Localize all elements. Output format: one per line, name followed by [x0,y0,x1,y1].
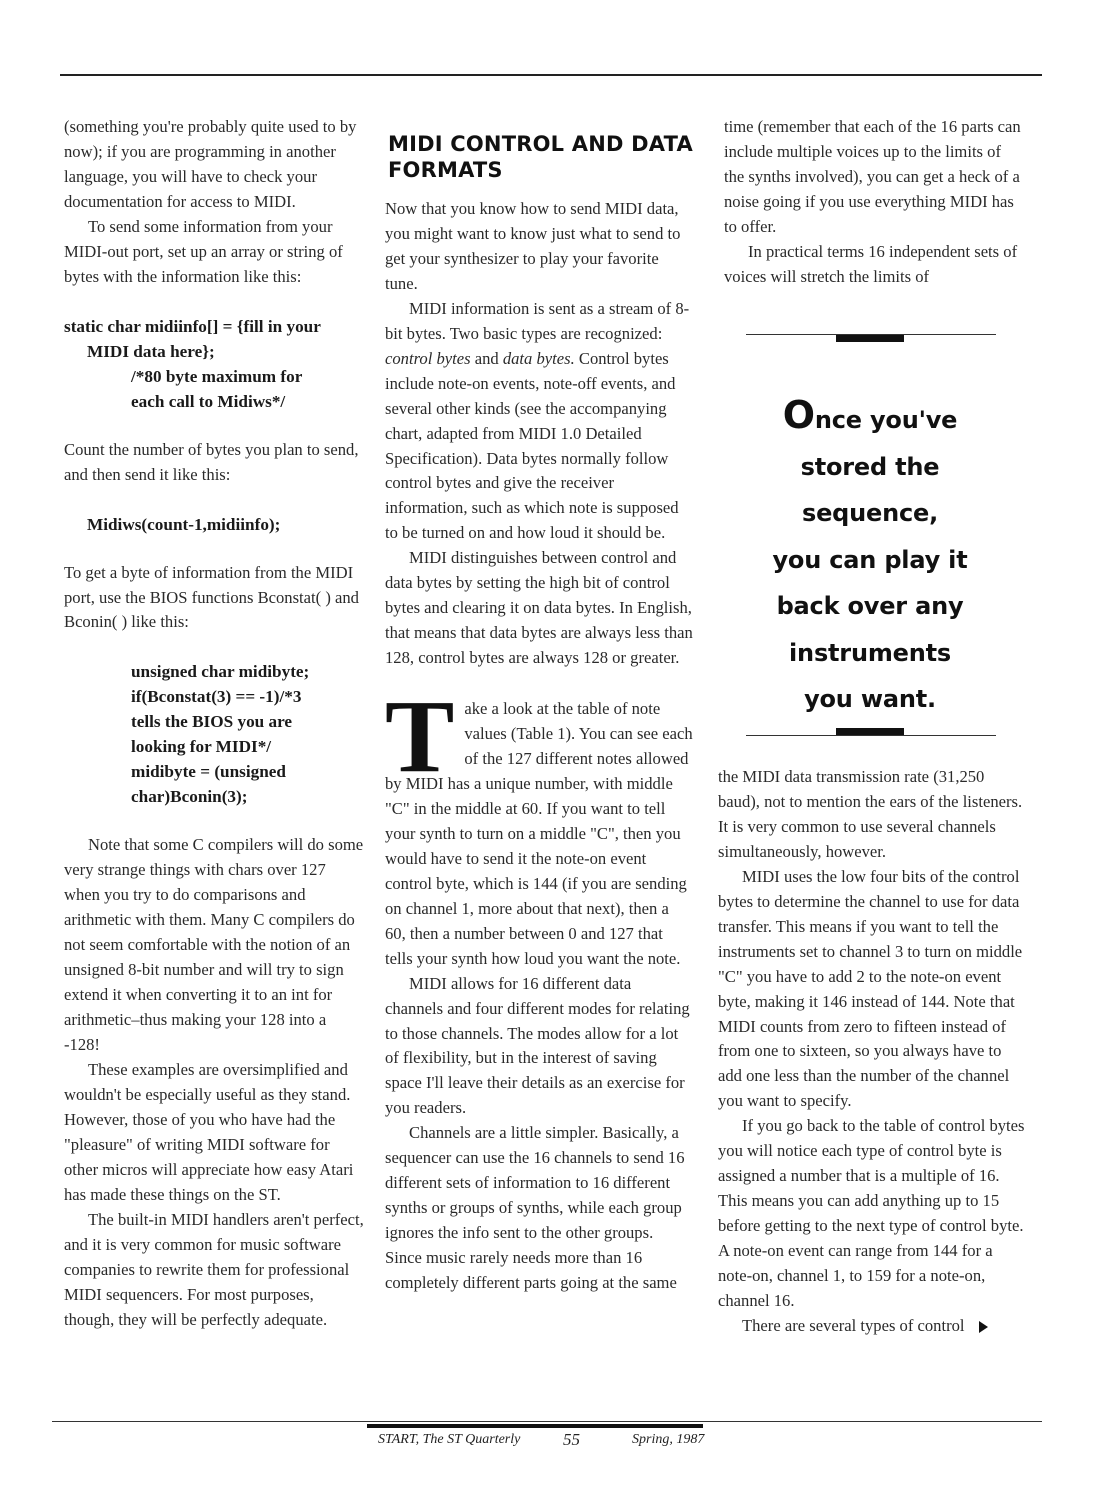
code-block-bconin [64,659,364,809]
pull-quote-text [740,392,1000,723]
continue-arrow-icon [979,1321,988,1333]
col1-paragraph-3: Count the number of bytes you plan to send, and then send it like this: [64,439,359,484]
emphasis-control-bytes: control bytes [385,348,471,368]
pull-quote-line: stored the sequence, [800,452,940,527]
col1-paragraph-7: The built-in MIDI handlers aren't perfect, and it is very common for music software companies to rewrite them for professional MIDI sequencers. For most purposes, though, they will be perfectly adequate. [64,1209,364,1329]
bottom-rule [52,1421,1042,1422]
spacer [64,414,364,438]
col3-paragraph-6 [718,1314,1028,1339]
code-line: MIDI data here}; [87,341,215,361]
pull-quote [740,330,1000,740]
code-line: /*80 byte maximum for [131,366,303,386]
drop-cap: T [385,679,455,795]
code-line: unsigned char midibyte; [131,662,310,682]
pull-quote-bottom-rule [746,735,996,736]
col2-paragraph-1: Now that you know how to send MIDI data, you might want to know just what to send to get your synthesizer to play your favorite tune. [385,199,681,293]
col1-paragraph-4: To get a byte of information from the MIDI port, use the BIOS functions Bconstat( ) and Bconin( ) like this: [64,562,359,632]
pull-quote-top-tab [836,335,904,342]
pull-quote-bottom-tab [836,728,904,735]
top-rule [60,74,1042,76]
code-line: each call to Midiws*/ [131,391,286,411]
pull-quote-line [740,392,1000,444]
text-run: and [470,348,503,368]
page-number: 55 [563,1430,580,1449]
col3-paragraph-2: In practical terms 16 independent sets of voices will stretch the limits of [724,241,1018,286]
col2-paragraph-6: Channels are a little simpler. Basically, a sequencer can use the 16 channels to send 16 different sets of information to 16 different synths or groups of synths, while each group ignores the info sent to the other groups. Since music rarely needs more than 16 completely different parts going at the same [385,1123,685,1293]
col1-paragraph-2: To send some information from your MIDI-out port, set up an array or string of bytes with the information like this: [64,216,343,286]
pull-quote-line: instruments [789,638,951,667]
code-line: static char midiinfo[] = {fill in your [64,316,321,336]
text-run: There are several types of control [742,1315,965,1335]
spacer [64,537,364,561]
col1-paragraph-5: Note that some C compilers will do some very strange things with chars over 127 when you try to do comparisons and arithmetic with them. Many C compilers do not seem comfortable with the notion of an unsigned 8-bit number and will try to sign extend it when converting it to an int for arithmetic–thus making your 128 into a -128! [64,835,364,1055]
footer-bar [367,1424,703,1428]
column-2 [385,115,693,1296]
spacer [64,809,364,833]
code-line: Midiws(count-1,midiinfo); [87,514,281,534]
code-line: tells the BIOS you are [131,712,293,732]
dropcap-paragraph [385,679,693,971]
text-run: MIDI information is sent as a stream of 8-bit bytes. Two basic types are recognized: [385,298,690,343]
col3-paragraph-1: time (remember that each of the 16 parts can include multiple voices up to the limits of the synths involved), you can get a heck of a noise going if you use everything MIDI has to offer. [724,117,1021,236]
code-line: if(Bconstat(3) == -1)/*3 [131,687,302,707]
column-1 [64,115,364,1333]
code-block-midiinfo [64,314,364,414]
pull-quote-line: you can play it [772,545,968,574]
col3-paragraph-3: the MIDI data transmission rate (31,250 baud), not to mention the ears of the listeners. It is very common to use several channels simultaneously, however. [718,767,1023,861]
pull-quote-line: you want. [804,685,936,713]
pull-quote-initial: O [782,393,815,437]
col3-paragraph-5: If you go back to the table of control bytes you will notice each type of control byte is assigned a number that is a multiple of 16. This means you can add anything up to 15 before getting to the next type of control byte. A note-on event can range from 144 for a note-on, channel 1, to 159 for a note-on, channel 16. [718,1116,1025,1311]
col1-paragraph-6: These examples are oversimplified and wouldn't be especially useful as they stand. However, those of you who have had the "pleasure" of writing MIDI software for other micros will appreciate how easy Atari has made these things on the ST. [64,1060,354,1204]
code-line: char)Bconin(3); [131,787,248,807]
col3-paragraph-4: MIDI uses the low four bits of the control bytes to determine the channel to use for data transfer. This means if you want to tell the instruments set to channel 3 to turn on middle "C" you have to add 2 to the note-on event byte, making it 146 instead of 144. Note that MIDI counts from zero to fifteen instead of from one to sixteen, so you always have to add one less than the number of the channel you want to specify. [718,866,1023,1111]
col2-paragraph-4: ake a look at the table of note values (Table 1). You can see each of the 127 different notes allowed by MIDI has a unique number, with middle "C" in the middle at 60. If you want to tell your synth to turn on a middle "C", then you would have to send it the note-on event control byte, which is 144 (if you are sending on channel 1, more about that next), then a 60, then a number between 0 and 127 that tells your synth how loud you want the note. [385,699,693,968]
text-run: Control bytes include note-on events, note-off events, and several other kinds (see the accompanying chart, adapted from MIDI 1.0 Detailed Specification). Data bytes normally follow control bytes and give the receiver information, such as which note is supposed to be turned on and how loud it should be. [385,348,679,543]
footer-issue: Spring, 1987 [632,1432,705,1447]
col2-paragraph-5: MIDI allows for 16 different data channels and four different modes for relating to those channels. The modes allow for a lot of flexibility, but in the interest of saving space I'll leave their details as an exercise for you readers. [385,973,690,1118]
column-3-bottom [718,765,1028,1339]
col2-paragraph-2 [385,297,693,547]
pull-quote-line-rest: nce you've [814,406,958,434]
code-line: looking for MIDI*/ [131,737,272,757]
spacer [64,290,364,314]
code-block-midiws [64,512,364,537]
code-line: midibyte = (unsigned [131,762,286,782]
footer-magazine: START, The ST Quarterly [378,1432,521,1447]
col1-paragraph-1: (something you're probably quite used to by now); if you are programming in another language, you will have to check your documentation for access to MIDI. [64,117,357,211]
spacer [64,488,364,512]
pull-quote-line: back over any [776,592,964,620]
column-3-top [724,115,1024,290]
col2-paragraph-3: MIDI distinguishes between control and data bytes by setting the high bit of control bytes and clearing it on data bytes. In English, that means that data bytes are always less than 128, control bytes are always 128 or greater. [385,548,693,668]
emphasis-data-bytes: data bytes. [502,348,575,368]
spacer [64,635,364,659]
section-heading: MIDI CONTROL AND DATA FORMATS [388,132,693,182]
page-footer [0,1430,1099,1452]
